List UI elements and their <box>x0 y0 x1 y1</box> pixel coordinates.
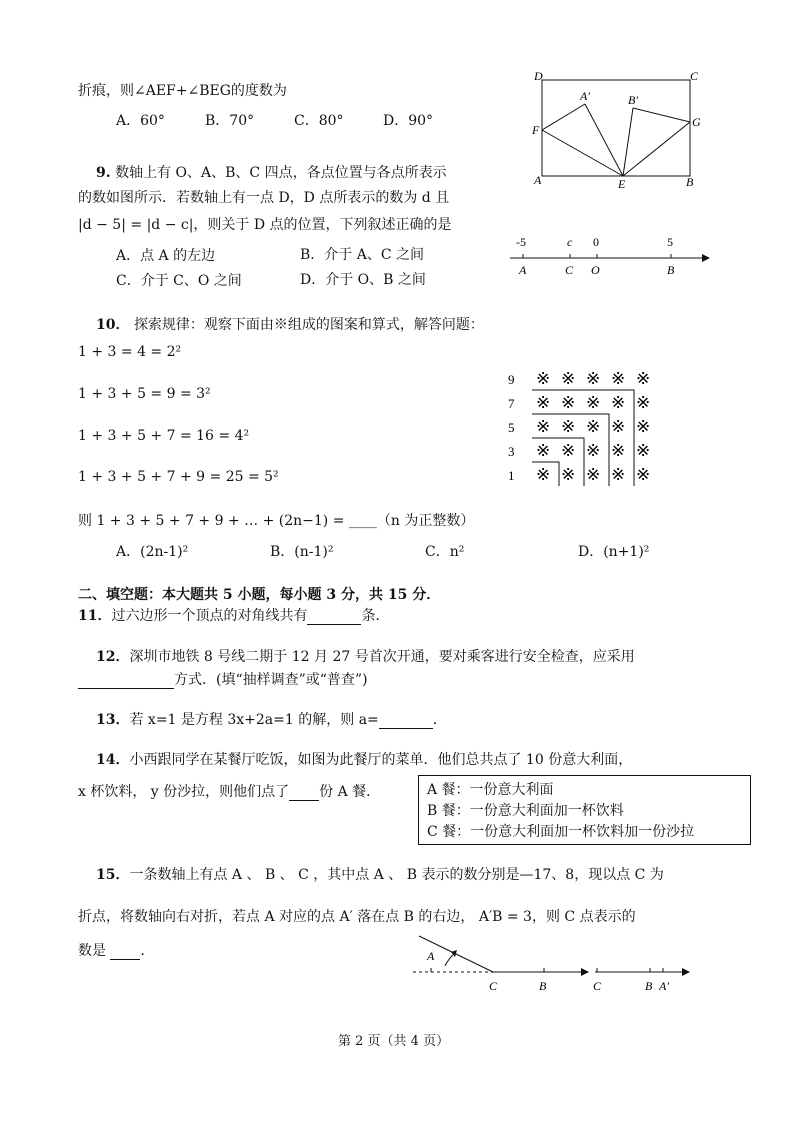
grid-symbol: ※ <box>611 441 626 460</box>
axis-point-a: A <box>519 263 527 277</box>
grid-symbol: ※ <box>586 417 601 436</box>
grid-symbol: ※ <box>611 393 626 412</box>
q14-line2 <box>78 781 380 801</box>
q14-answer-blank[interactable] <box>289 786 319 801</box>
grid-symbol: ※ <box>636 417 651 436</box>
q15-fold-figure <box>405 930 705 1000</box>
q9-number-line <box>505 230 715 280</box>
q9-line1-text: 数轴上有 O、A、B、C 四点，各点位置与各点所表示 <box>115 165 447 181</box>
grid-symbol: ※ <box>536 441 551 460</box>
q10-equation-2: 1 + 3 + 5 = 9 = 3² <box>78 386 211 402</box>
q12-line2 <box>78 669 368 689</box>
q11-number: 11． <box>78 608 112 624</box>
grid-symbol: ※ <box>586 393 601 412</box>
axis-value-c: c <box>567 235 573 249</box>
grid-symbol: ※ <box>586 441 601 460</box>
axis-value-0: 0 <box>593 235 599 249</box>
q10-equation-1: 1 + 3 = 4 = 2² <box>78 344 182 360</box>
section-2-heading: 二、填空题：本大题共 5 小题，每小题 3 分，共 15 分． <box>78 587 441 603</box>
q12-line1-text: 深圳市地铁 8 号线二期于 12 月 27 号首次开通，要对乘客进行安全检查，应采用 <box>129 649 635 665</box>
axis-point-b: B <box>667 263 675 277</box>
q10-stem: 探索规律：观察下面由※组成的图案和算式，解答问题： <box>133 317 484 333</box>
q8-option-d: D．90° <box>383 113 434 129</box>
fold-label-a: A <box>427 949 435 963</box>
q14-line1 <box>96 749 632 769</box>
grid-symbol: ※ <box>536 417 551 436</box>
q9-option-a: A．点 A 的左边 <box>116 248 216 264</box>
grid-symbol: ※ <box>586 465 601 484</box>
q13-text-a: 若 x=1 是方程 3x+2a=1 的解，则 a= <box>129 712 379 728</box>
label-d: D <box>534 69 543 83</box>
q10-equation-3: 1 + 3 + 5 + 7 = 16 = 4² <box>78 428 250 444</box>
grid-symbol: ※ <box>611 417 626 436</box>
q9-line2: 的数如图所示．若数轴上有一点 D，D 点所表示的数为 d 且 <box>78 190 450 206</box>
grid-symbol: ※ <box>561 369 576 388</box>
q10-stem-line <box>96 314 484 334</box>
q15-line3b: ． <box>140 943 155 959</box>
q14-menu-box <box>418 775 751 845</box>
label-a: A <box>534 173 542 187</box>
q11 <box>78 605 389 625</box>
q13-text-b: ． <box>432 712 447 728</box>
q13-number: 13． <box>96 712 130 728</box>
q8-option-a: A．60° <box>116 113 165 129</box>
q15-line3 <box>78 940 154 960</box>
q9-option-b: B．介于 A、C 之间 <box>300 247 425 263</box>
q10-question: 则 1 + 3 + 5 + 7 + 9 + … + (2n−1) = ____（n 为正整数） <box>78 513 475 529</box>
q11-text-b: 条． <box>361 608 390 624</box>
grid-row-label: 1 <box>508 468 515 483</box>
q12-line2-text: 方式．(填“抽样调查”或“普查”) <box>174 672 368 688</box>
fold-label-b2: B <box>645 979 653 993</box>
q14-line2b: 份 A 餐． <box>319 784 381 800</box>
menu-item-c: C 餐：一份意大利面加一杯饮料加一份沙拉 <box>427 824 695 840</box>
q10-option-c: C．n² <box>425 544 465 560</box>
grid-row-label: 3 <box>508 444 515 459</box>
grid-symbol: ※ <box>636 369 651 388</box>
q14-line2a: x 杯饮料， y 份沙拉，则他们点了 <box>78 784 290 800</box>
q10-symbol-grid <box>500 360 670 490</box>
q8-option-c: C．80° <box>294 113 344 129</box>
page-footer: 第 2 页（共 4 页） <box>338 1034 450 1049</box>
q13-answer-blank[interactable] <box>379 714 433 729</box>
q14-line1-text: 小西跟同学在某餐厅吃饭，如图为此餐厅的菜单．他们总共点了 10 份意大利面， <box>129 752 633 768</box>
grid-symbol: ※ <box>636 393 651 412</box>
grid-row-label: 7 <box>508 396 515 411</box>
label-c: C <box>690 69 699 83</box>
q9-option-d: D．介于 O、B 之间 <box>300 272 426 288</box>
menu-item-a: A 餐：一份意大利面 <box>427 782 554 798</box>
q15-line1-text: 一条数轴上有点 A 、 B 、 C ，其中点 A 、 B 表示的数分别是—17、8，现以点 C 为 <box>129 867 664 883</box>
q8-stem: 折痕，则∠AEF+∠BEG的度数为 <box>78 83 287 99</box>
q15-number: 15． <box>96 867 130 883</box>
label-e: E <box>618 177 626 191</box>
grid-symbol: ※ <box>611 369 626 388</box>
axis-value-5: 5 <box>667 235 673 249</box>
q12-line1 <box>96 646 635 666</box>
grid-symbol: ※ <box>611 465 626 484</box>
q10-option-a: A．(2n-1)² <box>116 544 189 560</box>
axis-value-minus5: -5 <box>516 235 526 249</box>
q10-equation-4: 1 + 3 + 5 + 7 + 9 = 25 = 5² <box>78 469 279 485</box>
grid-symbol: ※ <box>536 369 551 388</box>
grid-symbol: ※ <box>636 441 651 460</box>
q9-number: 9. <box>96 165 111 181</box>
grid-symbol: ※ <box>561 465 576 484</box>
axis-point-c: C <box>565 263 574 277</box>
fold-label-b1: B <box>539 979 547 993</box>
q14-number: 14． <box>96 752 130 768</box>
q9-line1 <box>96 162 447 182</box>
grid-symbol: ※ <box>561 441 576 460</box>
grid-symbol: ※ <box>561 393 576 412</box>
fold-label-c1: C <box>489 979 498 993</box>
q13 <box>96 709 447 729</box>
q12-number: 12． <box>96 649 130 665</box>
q8-rectangle-figure <box>530 66 710 192</box>
grid-symbol: ※ <box>636 465 651 484</box>
grid-symbol: ※ <box>586 369 601 388</box>
q15-answer-blank[interactable] <box>110 945 140 960</box>
axis-point-o: O <box>591 263 600 277</box>
q15-line3-text: 数是 <box>78 943 106 959</box>
label-f: F <box>532 123 540 137</box>
menu-item-b: B 餐：一份意大利面加一杯饮料 <box>427 803 624 819</box>
fold-label-a-prime: A′ <box>659 979 669 993</box>
q15-line2: 折点，将数轴向右对折，若点 A 对应的点 A′ 落在点 B 的右边， A′B = 3，则 C 点表示的 <box>78 909 636 925</box>
grid-symbol: ※ <box>536 393 551 412</box>
label-b1: B′ <box>628 93 638 107</box>
q11-answer-blank[interactable] <box>307 610 361 625</box>
q10-option-d: D．(n+1)² <box>578 544 650 560</box>
grid-row-label: 9 <box>508 372 515 387</box>
grid-symbol: ※ <box>536 465 551 484</box>
fold-label-c2: C <box>593 979 602 993</box>
q12-answer-blank[interactable] <box>78 674 174 689</box>
q10-number: 10． <box>96 317 130 333</box>
q8-option-b: B．70° <box>205 113 255 129</box>
q10-option-b: B．(n-1)² <box>270 544 334 560</box>
grid-row-label: 5 <box>508 420 515 435</box>
grid-symbol: ※ <box>561 417 576 436</box>
q9-line3: |d − 5| = |d − c|，则关于 D 点的位置，下列叙述正确的是 <box>78 217 452 233</box>
q15-line1 <box>96 864 664 884</box>
label-b: B <box>686 175 694 189</box>
q11-text-a: 过六边形一个顶点的对角线共有 <box>111 608 308 624</box>
q9-option-c: C．介于 C、O 之间 <box>116 273 242 289</box>
label-a1: A′ <box>580 89 590 103</box>
label-g: G <box>692 115 701 129</box>
